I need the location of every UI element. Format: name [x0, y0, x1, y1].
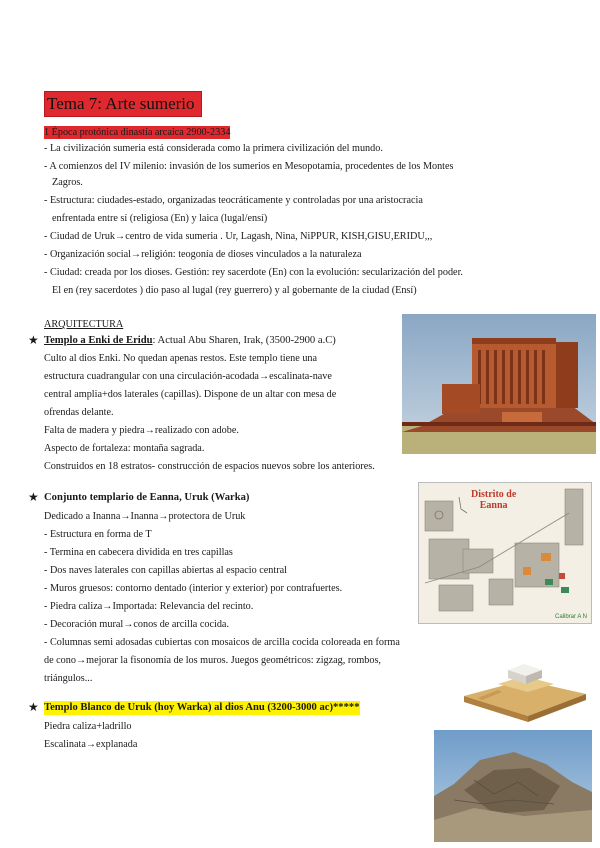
- section-heading-protonica: 1 Época protónica dinastía arcaica 2900-2334: [44, 127, 231, 138]
- body-line: estructura cuadrangular con una circulación-acodada→escalinata-nave: [44, 371, 332, 382]
- star-bullet: ★: [28, 700, 39, 714]
- body-line: Piedra caliza+ladrillo: [44, 721, 132, 732]
- body-line: Zagros.: [52, 177, 83, 188]
- body-line: - A comienzos del IV milenio: invasión de los sumerios en Mesopotamia, procedentes de los Montes: [44, 161, 454, 172]
- page-title: Tema 7: Arte sumerio: [44, 91, 202, 117]
- body-line: de cono→mejorar la fisonomía de los muros. Juegos geométricos: zigzag, rombos,: [44, 655, 381, 666]
- body-line: ofrendas delante.: [44, 407, 114, 418]
- blanco-title: Templo Blanco de Uruk (hoy Warka) al dios Anu (3200-3000 ac)*****: [44, 702, 360, 713]
- body-line: Dedicado a Inanna→Inanna→protectora de Uruk: [44, 511, 246, 522]
- body-line: - Muros gruesos: contorno dentado (interior y exterior) por contrafuertes.: [44, 583, 343, 594]
- enki-title-line: [44, 334, 336, 348]
- body-line: - La civilización sumeria está considerada como la primera civilización del mundo.: [44, 143, 383, 154]
- eanna-map-title: [471, 489, 516, 511]
- body-line: - Estructura: ciudades-estado, organizadas teocráticamente y controladas por una aristocracia: [44, 195, 423, 206]
- white-temple-model-image: [458, 650, 590, 722]
- eanna-map-image: [418, 482, 592, 624]
- eanna-map-title-line2: Eanna: [479, 500, 508, 511]
- eanna-map-caption: Calibrar A N: [554, 614, 587, 620]
- body-line: Falta de madera y piedra→realizado con adobe.: [44, 425, 239, 436]
- body-line: Aspecto de fortaleza: montaña sagrada.: [44, 443, 205, 454]
- body-line: central amplia+dos laterales (capillas). Dispone de un altar con mesa de: [44, 389, 337, 400]
- body-line: - Ciudad de Uruk→centro de vida sumeria . Ur, Lagash, Nina, NiPPUR, KISH,GISU,ERIDU,,,: [44, 231, 433, 242]
- white-temple-ruin-image: [434, 730, 592, 842]
- eanna-map-title-line1: Distrito de: [471, 489, 517, 500]
- star-bullet: ★: [28, 333, 39, 347]
- body-line: El en (rey sacerdotes ) dio paso al lugal (rey guerrero) y al gobernante de la ciudad (Ensí): [52, 285, 417, 296]
- body-line: - Ciudad: creada por los dioses. Gestión: rey sacerdote (En) con la evolución: secularización del poder.: [44, 267, 463, 278]
- section-heading-arquitectura: ARQUITECTURA: [44, 319, 124, 330]
- body-line: Construidos en 18 estratos- construcción de espacios nuevos sobre los anteriores.: [44, 461, 375, 472]
- body-line: Culto al dios Enki. No quedan apenas restos. Este templo tiene una: [44, 353, 318, 364]
- enki-location: : Actual Abu Sharen, Irak, (3500-2900 a.C): [152, 335, 336, 346]
- body-line: triángulos...: [44, 673, 93, 684]
- body-line: - Piedra caliza→Importada: Relevancia del recinto.: [44, 601, 254, 612]
- eanna-title: Conjunto templario de Eanna, Uruk (Warka): [44, 492, 250, 503]
- enki-name: Templo a Enki de Eridu: [44, 335, 153, 346]
- body-line: enfrentada entre sí (religiosa (En) y laica (lugal/ensí): [52, 213, 268, 224]
- body-line: Escalinata→explanada: [44, 739, 138, 750]
- enki-temple-image: [402, 314, 596, 454]
- body-line: - Organización social→religión: teogonía de dioses vinculados a la naturaleza: [44, 249, 362, 260]
- body-line: - Dos naves laterales con capillas abiertas al espacio central: [44, 565, 287, 576]
- star-bullet: ★: [28, 490, 39, 504]
- body-line: - Termina en cabecera dividida en tres capillas: [44, 547, 233, 558]
- body-line: - Columnas semi adosadas cubiertas con mosaicos de arcilla cocida coloreada en forma: [44, 637, 400, 648]
- body-line: - Estructura en forma de T: [44, 529, 152, 540]
- body-line: - Decoración mural→conos de arcilla cocida.: [44, 619, 229, 630]
